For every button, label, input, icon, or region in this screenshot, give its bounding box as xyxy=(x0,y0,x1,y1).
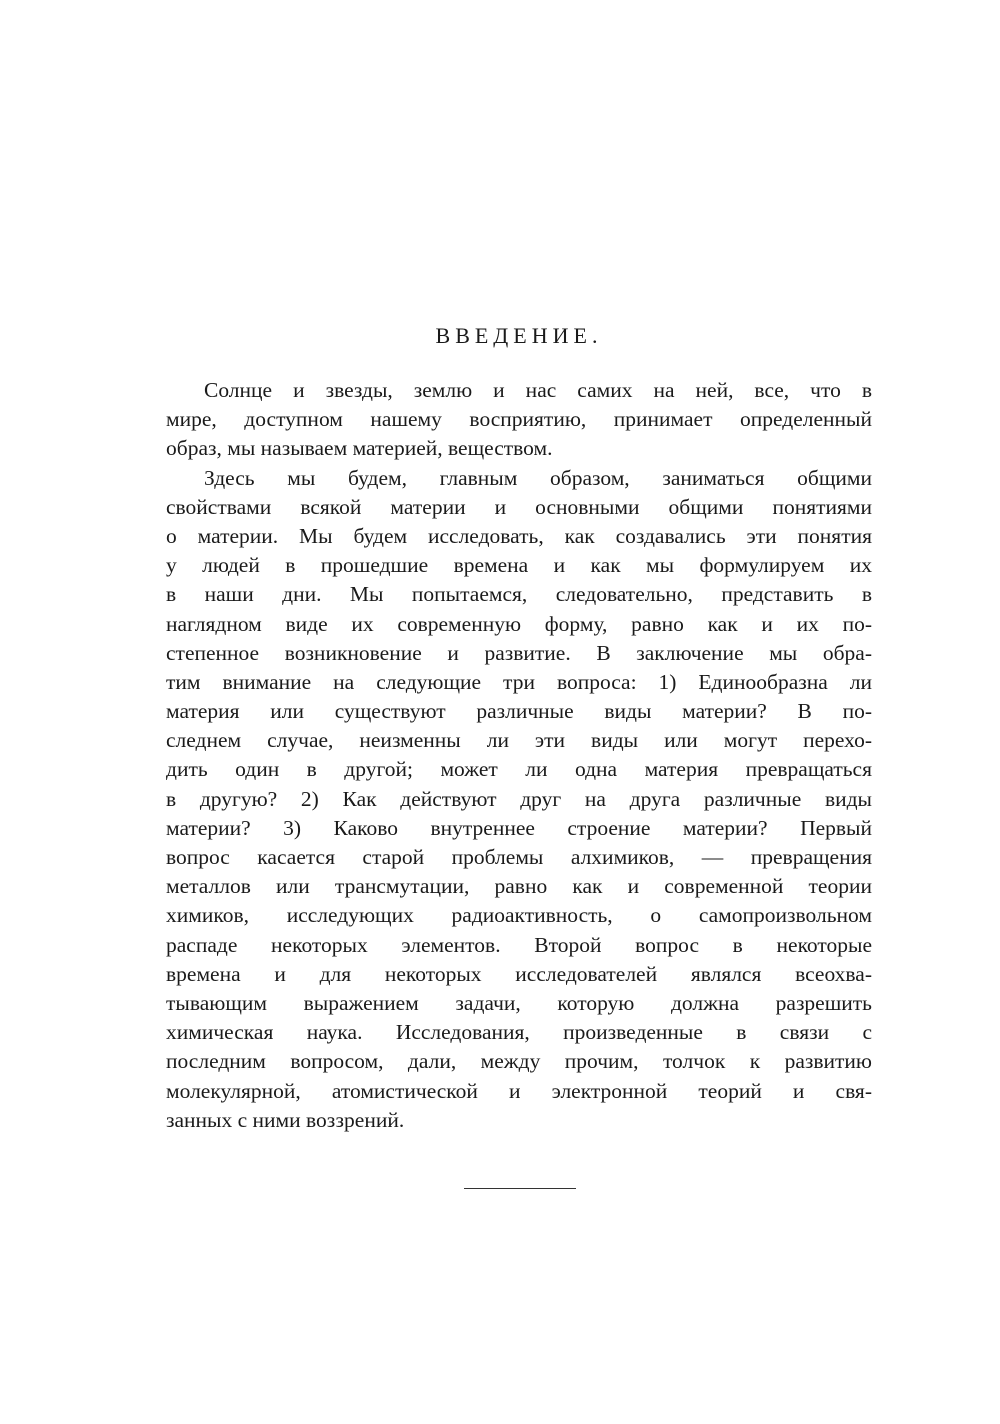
text-line: металлов или трансмутации, равно как и современной теории xyxy=(166,874,872,899)
text-line: степенное возникновение и развитие. В заключение мы обра- xyxy=(166,640,872,665)
text-line: Здесь мы будем, главным образом, заниматься общими xyxy=(204,465,872,490)
text-line: свойствами всякой материи и основными общими понятиями xyxy=(166,494,872,519)
text-line: молекулярной, атомистической и электронной теорий и свя- xyxy=(166,1078,872,1103)
text-line: тим внимание на следующие три вопроса: 1) Единообразна ли xyxy=(166,669,872,694)
text-line: распаде некоторых элементов. Второй вопрос в некоторые xyxy=(166,932,872,957)
text-line: последним вопросом, дали, между прочим, толчок к развитию xyxy=(166,1049,872,1074)
paragraph-1 xyxy=(166,376,872,464)
text-line: дить один в другой; может ли одна материя превращаться xyxy=(166,757,872,782)
text-line: тывающим выражением задачи, которую должна разрешить xyxy=(166,990,872,1015)
text-line: наглядном виде их современную форму, равно как и их по- xyxy=(166,611,872,636)
text-line: следнем случае, неизменны ли эти виды или могут перехо- xyxy=(166,728,872,753)
text-line: вопрос касается старой проблемы алхимиков, — превращения xyxy=(166,845,872,869)
text-line: материя или существуют различные виды материи? В по- xyxy=(166,699,872,724)
text-line: мире, доступном нашему восприятию, принимает определенный xyxy=(166,407,872,432)
text-line: материи? 3) Каково внутреннее строение материи? Первый xyxy=(166,815,872,840)
text-line: в другую? 2) Как действуют друг на друга различные виды xyxy=(166,786,872,811)
section-end-rule xyxy=(464,1188,576,1189)
body-text xyxy=(166,376,872,1135)
paragraph-2 xyxy=(166,464,872,1135)
text-line: химическая наука. Исследования, произведенные в связи с xyxy=(166,1020,872,1045)
text-line: у людей в прошедшие времена и как мы формулируем их xyxy=(166,553,872,578)
text-line: Солнце и звезды, землю и нас самих на ней, все, что в xyxy=(204,378,872,402)
text-line: в наши дни. Мы попытаемся, следовательно, представить в xyxy=(166,582,872,607)
text-line: занных с ними воззрений. xyxy=(166,1107,405,1132)
text-line: образ, мы называем материей, веществом. xyxy=(166,436,553,461)
text-line: о материи. Мы будем исследовать, как создавались эти понятия xyxy=(166,523,872,548)
text-line: химиков, исследующих радиоактивность, о самопроизвольном xyxy=(166,903,872,928)
text-line: времена и для некоторых исследователей являлся всеохва- xyxy=(166,961,872,986)
chapter-heading: ВВЕДЕНИЕ. xyxy=(435,323,603,348)
document-page xyxy=(166,0,872,1424)
